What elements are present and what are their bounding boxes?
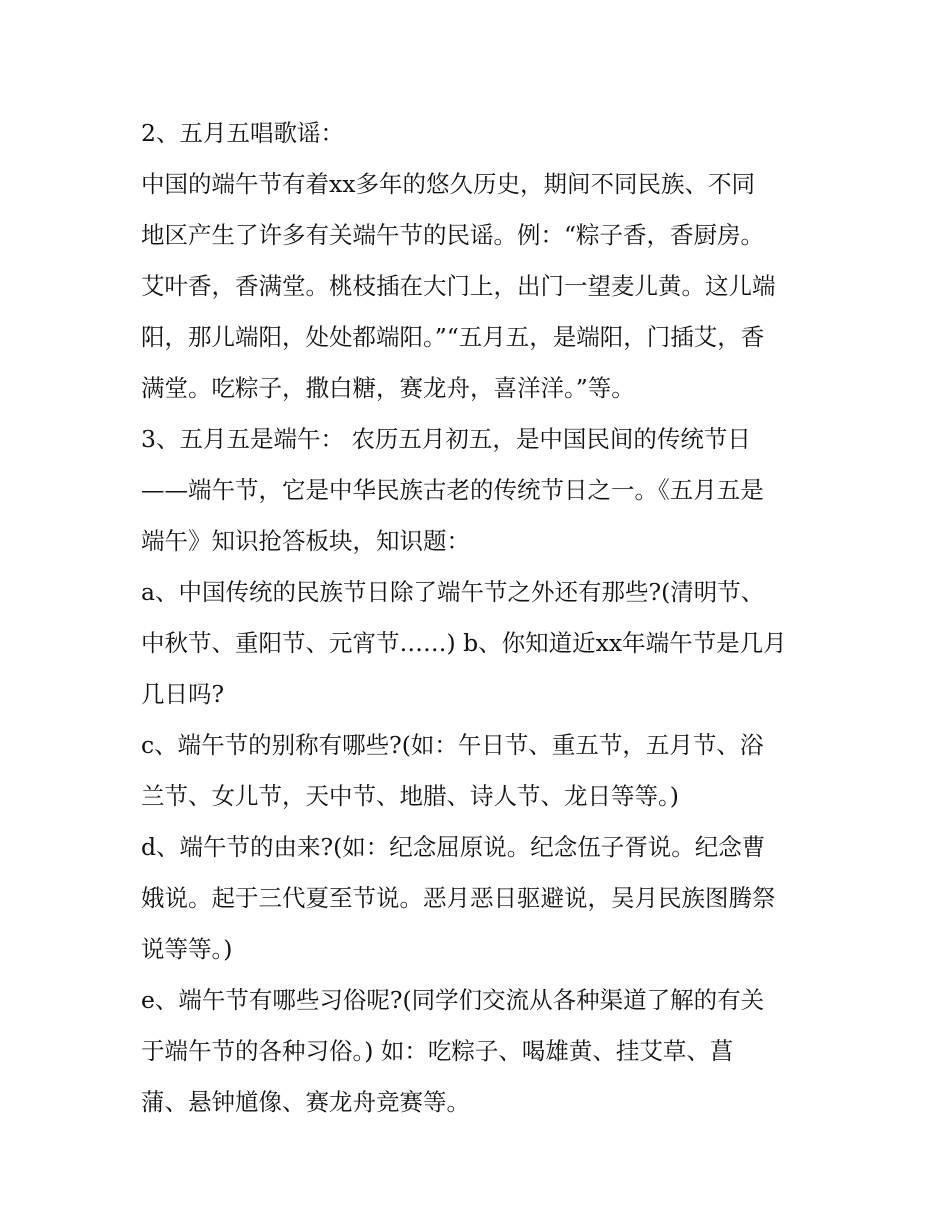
text-line: a、中国传统的民族节日除了端午节之外还有那些?(清明节、 xyxy=(141,578,765,606)
text-line: ——端午节，它是中华民族古老的传统节日之一。《五月五是 xyxy=(141,476,764,504)
paragraph-question-c xyxy=(141,720,821,822)
text-line: e、端午节有哪些习俗呢?(同学们交流从各种渠道了解的有关 xyxy=(141,986,765,1014)
document-body xyxy=(141,108,821,1128)
text-line: 中国的端午节有着xx多年的悠久历史，期间不同民族、不同 xyxy=(141,170,756,198)
text-line: 于端午节的各种习俗。) 如：吃粽子、喝雄黄、挂艾草、菖 xyxy=(141,1037,734,1065)
text-line: 说等等。) xyxy=(141,935,233,963)
text-line: 2、五月五唱歌谣： xyxy=(141,119,344,147)
text-line: 3、五月五是端午： 农历五月初五，是中国民间的传统节日 xyxy=(141,425,751,453)
text-line: d、端午节的由来?(如：纪念屈原说。纪念伍子胥说。纪念曹 xyxy=(141,833,766,861)
paragraph-heading-2 xyxy=(141,108,821,159)
text-line: 阳，那儿端阳，处处都端阳。”“五月五，是端阳，门插艾，香 xyxy=(141,323,765,351)
text-line: 娥说。起于三代夏至节说。恶月恶日驱避说，吴月民族图腾祭 xyxy=(141,884,776,912)
text-line: 艾叶香，香满堂。桃枝插在大门上，出门一望麦儿黄。这儿端 xyxy=(141,272,776,300)
text-line: 几日吗? xyxy=(141,680,225,708)
text-line: c、端午节的别称有哪些?(如：午日节、重五节，五月节、浴 xyxy=(141,731,764,759)
text-line: 端午》知识抢答板块，知识题： xyxy=(141,527,470,555)
text-line: 满堂。吃粽子，撒白糖，赛龙舟，喜洋洋。”等。 xyxy=(141,374,635,402)
paragraph-question-d xyxy=(141,822,821,975)
text-line: 蒲、悬钟馗像、赛龙舟竞赛等。 xyxy=(141,1088,470,1116)
paragraph-question-e xyxy=(141,975,821,1128)
paragraph-song-intro xyxy=(141,159,821,414)
paragraph-question-a-b xyxy=(141,567,821,720)
text-line: 中秋节、重阳节、元宵节……) b、你知道近xx年端午节是几月 xyxy=(141,629,787,657)
text-line: 兰节、女儿节，天中节、地腊、诗人节、龙日等等。) xyxy=(141,782,679,810)
text-line: 地区产生了许多有关端午节的民谣。例：“粽子香，香厨房。 xyxy=(141,221,765,249)
paragraph-heading-3 xyxy=(141,414,821,567)
